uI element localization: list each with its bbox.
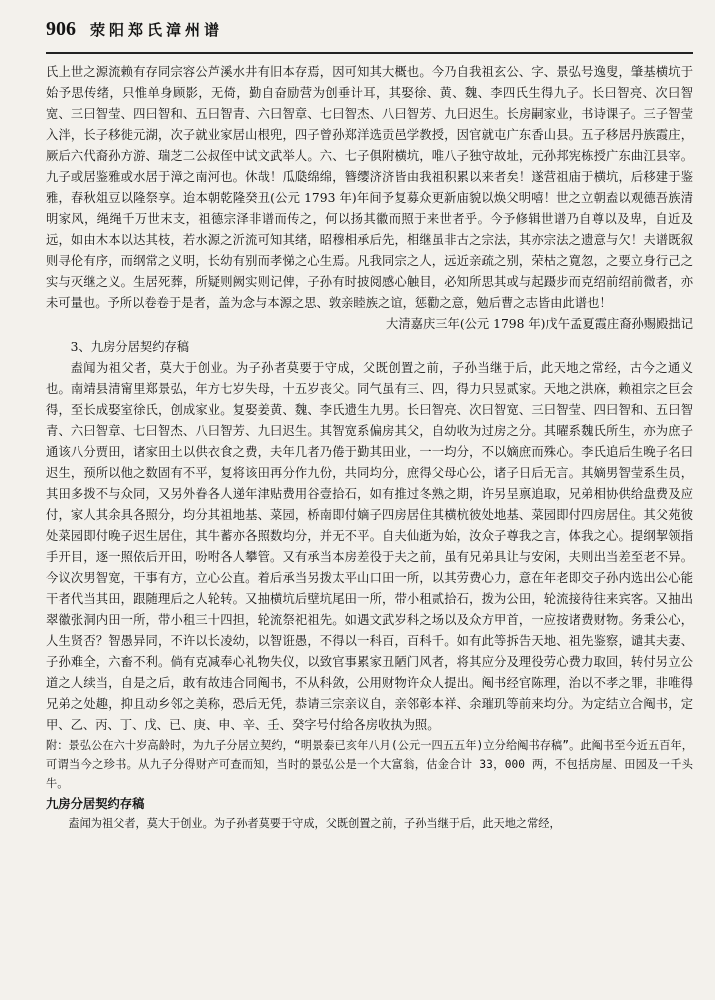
contract-draft-heading: 九房分居契约存稿 (46, 796, 145, 811)
contract-paragraph: 盍闻为祖父者，莫大于创业。为子孙者莫要于守成，父既创置之前，子孙当继于后，此天地之常经，古今之通义也。南靖县清甯里郑景弘，年方七岁失母，十五岁丧父。同气虽有三、四，得力只昱贰家。天地之洪庥，赖祖宗之巨会得，至长成娶室徐氏，创成家业。复娶姜黄、魏、李氏遗生九男。长曰智亮、次曰智宽、三曰智莹、四曰智和、五曰智青、六曰智章、七曰智杰、八曰智芳、九曰迟生。其智宽系偏房其父，自幼收为过房之分。其曜系魏氏所生，亦为庶子通该八分贾田，诸家田土以供衣食之费，夫年几者乃倦于勤其田业，一一均分，不以嫡庶而殊心。李氏追后生晚子名曰迟生，预所以他之数固有不平，复将该田再分作九份，共同均分，庶得父母心公，诸子日后无言。其嫡男智莹系生员，其田多拨不与众同，又另外眷各人递年津贴费用谷壹拾石，如有推过冬熟之期，许另呈禀追取，兄弟相协供给盘费及应付，家人其余具各照分，均分其祖地基、菜园，桥南即付嫡子四房居住其横杭彼处地基、菜园即付四房居住。其父苑彼处菜园即付晚子迟生居住，其牛蓄亦各照数均分，并无不平。自夫仙逝为始，汝众子尊我之言，体我之心。提纲挈领指手开目，逐一照依后开田，吩咐各人攀管。又有承当本房差役于夫之前，虽有兄弟具让与安闲，夫则出当差至老不异。今议次男智宽，干事有方，立心公直。着后承当另拨太平山口田一所，以其劳费心力，意在年老即交子孙内选出公心能干者代当其田，跟随理后之人轮转。又抽横坑后壁坑尾田一所，带小租贰拾石，拨为公田，轮流接待往来宾客。又抽出翠徽张洞内田一所，带小租三十四担，轮流祭祀祖先。如遇文武岁科之场以及众方甲首，一应按诸费财物。务秉公心，人生贤否？智愚异同，不许以长凌幼，以智诳愚，不得以一科百，百科千。如有此等拆告天地、祖先鉴察，谴其夫妻、子孙难全，六畜不利。倘有克减奉心礼物失仪，以致官事累家丑陋门风者，将其应分及理役劳心费力取回，转付另立公道之人续当，自是之后，敢有故违合同阄书，不从科敛，公用财物许众人提出。阄书经官陈理，治以不孝之罪，非唯得兄弟之处趣，抑且动乡邻之美称，恐后无凭，恭请三宗亲议自，亲邻彰本祥、余璀玑等前来均分。为定结立合阄书，定甲、乙、丙、丁、戊、已、庚、申、辛、壬、癸字号付给各房收执为照。 (46, 361, 693, 732)
section-heading: 3、九房分居契约存稿 (70, 340, 190, 354)
running-title: 荥阳郑氏漳州谱 (90, 21, 224, 39)
page-header (46, 18, 693, 48)
header-rule (46, 52, 693, 54)
document-body (46, 62, 693, 833)
contract-draft-text: 盍闻为祖父者，莫大于创业。为子孙者莫要于守成，父既创置之前，子孙当继于后，此天地之常经， (68, 817, 561, 830)
signature-line: 大清嘉庆三年(公元 1798 年)戊午孟夏霞庄裔孙赐殿拙记 (386, 317, 693, 331)
appendix-note: 附：景弘公在六十岁高龄时，为九子分居立契约，“明景泰已亥年八月(公元一四五五年)立分给阄书存稿”。此阄书至今近五百年，可谓当今之珍书。从九子分得财产可查而知，当时的景弘公是一个大富翁，估金合计 33，000 两，不包括房屋、田园及一千头牛。 (46, 739, 693, 790)
preface-paragraph: 氏上世之源流赖有存同宗容公芦溪水井有旧本存焉，因可知其大概也。今乃自我祖玄公、字、景弘号逸叟，肇基横坑于始予思传绪，只惟单身顾影，无倚，勤自奋励营为创垂计耳，其娶徐、黄、魏、李四氏生得九子。长曰智亮、次曰智宽、三曰智莹、四曰智和、五曰智青、六曰智章、七曰智杰、八曰智芳、九曰迟生。长房嗣家业，书诗课子。三子智莹入泮，长子移徙元湖，次子就业家居山根兜，四子曾孙郑洋选贡邑学教授，因官就屯广东香山县。五子移居丹族霞庄，厥后六代裔孙方游、瑞芝二公叔侄中试文武举人。六、七子俱附横坑，唯八子独守故址，元孙邦宪栋授广东曲江县宰。九子或居鉴雅或水居于漳之南河也。休哉！瓜瓞绵绵，簪缨济济皆由我祖积累以来者矣！遂营祖庙于横坑，后移建于鉴雅，春秋俎豆以隆祭享。迨本朝乾隆癸丑(公元 1793 年)年间予复募众更新庙貌以焕父明嘻！世之立朝盍以观德吾族清明家风，绳绳千万世末支，祖德宗泽非谱而传之，何以扬其徽而照于来世者乎。今予修辑世谱乃自尊以及卑，自近及远，如由木本以达其枝，若水源之沂流可知其绪，昭穆相承后先，相继虽非古之宗法，其亦宗法之遗意与欠！夫谱既叙则寻伦有序，而纲常之义明，长幼有别而孝悌之心生焉。凡我同宗之人，远近亲疏之别，荣枯之寛忽，之要立身行己之实与灭继之义。生居死葬，所疑则阙实则记俾，子孙有时披阅感心触目，必知所思其或与起蹑步而克绍前绍前微者，亦未可量也。予所以卷卷于是者，盖为念与本源之思、敦亲睦族之谊，惩勸之意，勉后曹之志皆由此谱也！ (46, 65, 693, 310)
page-number: 906 (46, 18, 76, 40)
